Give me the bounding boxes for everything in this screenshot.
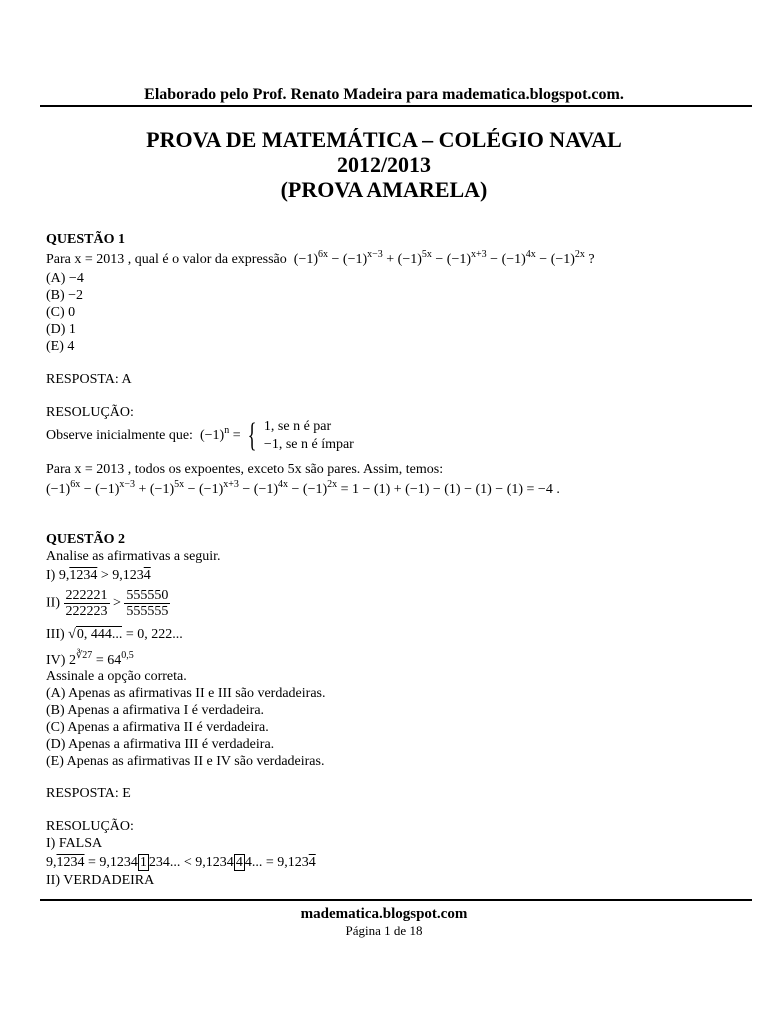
q2-statement-ii: II) $\frac{222221}{222223}$ > $\frac{555550}{555555}$ — [46, 588, 169, 619]
q2-option-c: (C) Apenas a afirmativa II é verdadeira. — [46, 720, 269, 735]
q1-observe-text: Observe inicialmente que: — [46, 428, 193, 443]
q2-assinale: Assinale a opção correta. — [46, 669, 187, 684]
exam-year: 2012/2013 — [336, 152, 432, 177]
q1-option-b: (B) −2 — [46, 288, 84, 303]
fraction-1-den: 222223 — [65, 604, 108, 619]
res-e: 234... < 9,1234 — [148, 855, 234, 870]
q2-statement-i — [46, 568, 151, 584]
header-rule — [40, 105, 752, 107]
fraction-1 — [64, 588, 110, 619]
q2-iii-radicand: 0, 444... — [76, 627, 123, 642]
q2-i-c: > 9,123 — [97, 568, 144, 583]
q1-option-d: (D) 1 — [46, 322, 76, 337]
q2-resolution-i — [46, 855, 316, 871]
res-h: 4 — [308, 855, 316, 870]
q2-ii-verdadeira: II) VERDADEIRA — [46, 873, 155, 888]
q2-option-b: (B) Apenas a afirmativa I é verdadeira. — [46, 703, 265, 718]
footer-rule — [40, 899, 752, 901]
q2-intro: Analise as afirmativas a seguir. — [46, 549, 221, 564]
q1-result-tail: = 1 − (1) + (−1) − (1) − (1) − (1) = −4 . — [340, 482, 560, 497]
q2-ii-label: II) — [46, 595, 60, 611]
left-brace: { — [247, 417, 257, 454]
q2-i-b: 1234 — [69, 568, 98, 583]
q1-observe-line: Observe inicialmente que: $(-1)^n$ = { 1, se n é par −1, se n é ímpar — [46, 417, 354, 454]
res-a: 9, — [46, 855, 57, 870]
q2-i-label: I) — [46, 568, 56, 583]
res-g: 4... = 9,123 — [244, 855, 309, 870]
res-f-boxed: 4 — [235, 855, 243, 870]
q1-result-expression: $(-1)^{6x} - (-1)^{x-3} + (-1)^{5x} - (-1)^{x+3} - (-1)^{4x} - (-1)^{2x}$ — [46, 479, 338, 497]
q2-i-a: 9, — [58, 568, 70, 583]
footer-site[interactable]: madematica.blogspot.com — [300, 906, 468, 922]
question-1-heading: QUESTÃO 1 — [46, 232, 125, 247]
q1-answer: RESPOSTA: A — [46, 372, 132, 387]
res-d-boxed: 1 — [139, 855, 147, 870]
q2-option-e: (E) Apenas as afirmativas II e IV são verdadeiras. — [46, 754, 325, 769]
q2-i-d: 4 — [143, 568, 151, 583]
question-1-expression: $(-1)^{6x} - (-1)^{x-3} + (-1)^{5x} - (-1)^{x+3} - (-1)^{4x} - (-1)^{2x}$ ? — [290, 249, 595, 267]
q2-iv-rest-exp: 0,5 — [121, 650, 134, 661]
exam-variant: (PROVA AMARELA) — [280, 177, 488, 202]
question-1-prefix: Para x = 2013 , qual é o valor da expressão — [46, 252, 287, 267]
footer-page-number: Página 1 de 18 — [345, 923, 423, 938]
question-2-heading: QUESTÃO 2 — [46, 532, 125, 547]
exam-title: PROVA DE MATEMÁTICA – COLÉGIO NAVAL — [146, 127, 622, 152]
fraction-1-num: 222221 — [65, 588, 108, 603]
q2-iv-exp: ∛27 — [75, 650, 93, 661]
q1-result-line — [46, 479, 560, 499]
q2-resolution-label: RESOLUÇÃO: — [46, 819, 134, 834]
fraction-2 — [124, 588, 170, 619]
q2-i-falsa: I) FALSA — [46, 836, 103, 851]
q2-iv-label: IV) — [46, 653, 66, 668]
q1-option-e: (E) 4 — [46, 339, 75, 354]
q1-case-2: −1, se n é ímpar — [263, 437, 354, 452]
q2-iv-base: 2 — [68, 653, 76, 668]
q1-option-a: (A) −4 — [46, 271, 84, 286]
q1-para-line: Para x = 2013 , todos os expoentes, exceto 5x são pares. Assim, temos: — [46, 462, 444, 477]
res-c: = 9,1234 — [84, 855, 138, 870]
sqrt-icon: √ — [68, 627, 76, 642]
q2-statement-iv — [46, 650, 134, 670]
fraction-2-den: 555555 — [126, 604, 169, 619]
q1-option-c: (C) 0 — [46, 305, 76, 320]
fraction-2-num: 555550 — [126, 588, 169, 603]
page-header: Elaborado pelo Prof. Renato Madeira para madematica.blogspot.com. — [144, 86, 624, 103]
q2-iii-rest: = 0, 222... — [122, 627, 183, 642]
question-1-text — [46, 249, 595, 269]
q1-cases — [264, 418, 354, 454]
q2-statement-iii — [46, 627, 183, 643]
q2-option-a: (A) Apenas as afirmativas II e III são verdadeiras. — [46, 686, 326, 701]
q1-case-1: 1, se n é par — [263, 419, 332, 434]
res-b: 1234 — [56, 855, 85, 870]
q2-answer: RESPOSTA: E — [46, 786, 131, 801]
q2-option-d: (D) Apenas a afirmativa III é verdadeira. — [46, 737, 275, 752]
q1-resolution-label: RESOLUÇÃO: — [46, 405, 134, 420]
q2-iv-rest: = 64 — [92, 653, 122, 668]
q2-iii-label: III) — [46, 627, 65, 642]
